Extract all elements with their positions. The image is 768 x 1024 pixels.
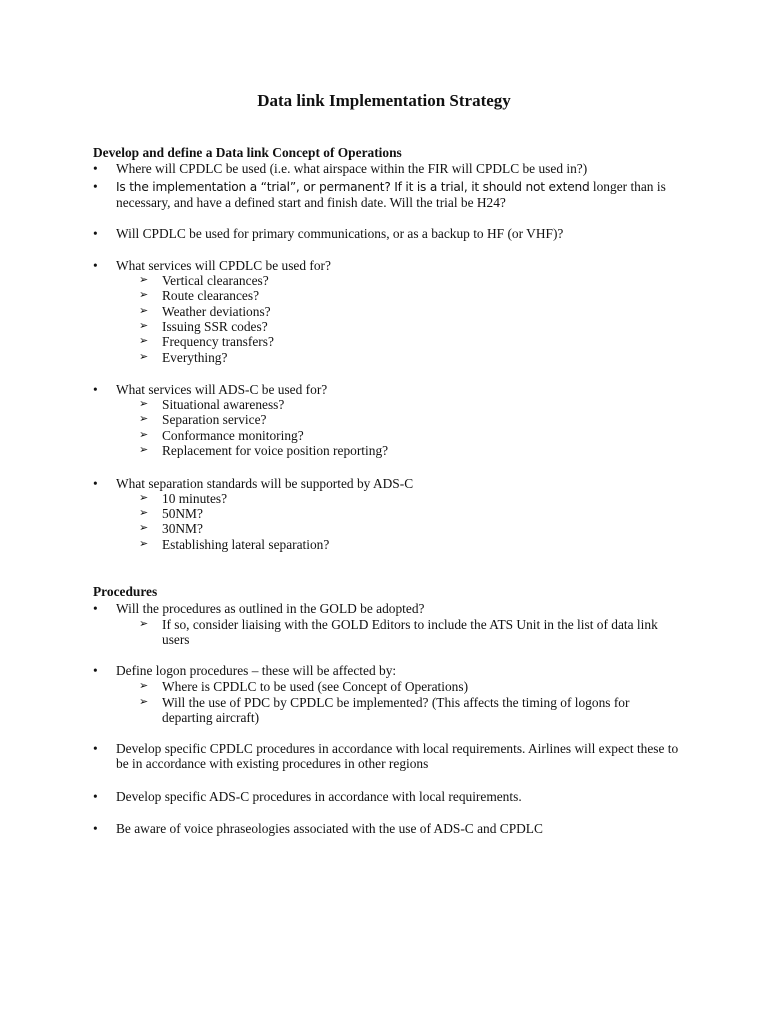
arrow-bullet-icon: ➢ (139, 320, 149, 332)
bullet-icon: • (93, 382, 98, 397)
list-item-text: What services will CPDLC be used for? (116, 258, 331, 273)
arrow-bullet-icon: ➢ (139, 398, 149, 410)
sub-item-text: Where is CPDLC to be used (see Concept of Operations) (162, 679, 469, 694)
list-item-text (116, 179, 683, 211)
bullet-icon: • (93, 161, 98, 176)
list-item (93, 382, 683, 397)
arrow-bullet-icon: ➢ (139, 522, 149, 534)
sub-item-text: Everything? (162, 350, 228, 365)
sub-list-item (139, 617, 679, 648)
sub-list-item (139, 491, 679, 506)
sub-list-item (139, 319, 679, 334)
bullet-icon: • (93, 601, 98, 616)
arrow-bullet-icon: ➢ (139, 274, 149, 286)
arrow-bullet-icon: ➢ (139, 507, 149, 519)
list-item-text: Will CPDLC be used for primary communications, or as a backup to HF (or VHF)? (116, 226, 564, 241)
list-item (93, 663, 683, 678)
sub-item-text: Situational awareness? (162, 397, 285, 412)
arrow-bullet-icon: ➢ (139, 492, 149, 504)
bullet-icon: • (93, 821, 98, 836)
bullet-icon: • (93, 226, 98, 241)
sub-list-item (139, 334, 679, 349)
list-item-text: Be aware of voice phraseologies associated with the use of ADS-C and CPDLC (116, 821, 543, 836)
list-item (93, 741, 683, 772)
list-item-text: Develop specific ADS-C procedures in accordance with local requirements. (116, 789, 522, 804)
list-item (93, 476, 683, 491)
arrow-bullet-icon: ➢ (139, 305, 149, 317)
sub-item-text: If so, consider liaising with the GOLD Editors to include the ATS Unit in the list of data link users (162, 617, 658, 648)
bullet-icon: • (93, 179, 98, 194)
list-item-text: Where will CPDLC be used (i.e. what airspace within the FIR will CPDLC be used in?) (116, 161, 588, 176)
sub-list-item (139, 537, 679, 552)
list-item-text-sans: Is the implementation a “trial”, or permanent? If it is a trial, it should not extend (116, 180, 590, 194)
list-item (93, 821, 683, 836)
arrow-bullet-icon: ➢ (139, 429, 149, 441)
sub-list-item (139, 695, 679, 726)
bullet-icon: • (93, 741, 98, 756)
list-item (93, 161, 683, 176)
sub-list-item (139, 288, 679, 303)
arrow-bullet-icon: ➢ (139, 538, 149, 550)
arrow-bullet-icon: ➢ (139, 351, 149, 363)
arrow-bullet-icon: ➢ (139, 696, 149, 708)
sub-item-text: Weather deviations? (162, 304, 271, 319)
bullet-icon: • (93, 476, 98, 491)
bullet-icon: • (93, 789, 98, 804)
list-item-text-rest: longer than is necessary, and have a defined start and finish date. Will the trial be H24? (116, 179, 666, 211)
arrow-bullet-icon: ➢ (139, 289, 149, 301)
sub-item-text: Vertical clearances? (162, 273, 269, 288)
arrow-bullet-icon: ➢ (139, 413, 149, 425)
sub-item-text: Replacement for voice position reporting? (162, 443, 389, 458)
sub-item-text: Will the use of PDC by CPDLC be implemented? (This affects the timing of logons for departing aircraft) (162, 695, 630, 726)
arrow-bullet-icon: ➢ (139, 444, 149, 456)
sub-item-text: 10 minutes? (162, 491, 228, 506)
list-item-text: What services will ADS-C be used for? (116, 382, 328, 397)
arrow-bullet-icon: ➢ (139, 680, 149, 692)
list-item-text: Will the procedures as outlined in the GOLD be adopted? (116, 601, 425, 616)
list-item (93, 226, 683, 241)
document-title: Data link Implementation Strategy (257, 91, 511, 110)
sub-item-text: Separation service? (162, 412, 267, 427)
list-item-text: Develop specific CPDLC procedures in accordance with local requirements. Airlines will expect these to be in accordance with existing procedures in other regions (116, 741, 679, 772)
sub-item-text: Route clearances? (162, 288, 260, 303)
section-heading-procedures: Procedures (93, 584, 158, 599)
sub-item-text: Establishing lateral separation? (162, 537, 330, 552)
sub-list-item (139, 397, 679, 412)
bullet-icon: • (93, 258, 98, 273)
sub-list-item (139, 412, 679, 427)
list-item (93, 601, 683, 616)
arrow-bullet-icon: ➢ (139, 335, 149, 347)
sub-list-item (139, 350, 679, 365)
sub-list-item (139, 521, 679, 536)
arrow-bullet-icon: ➢ (139, 618, 149, 630)
sub-list-item (139, 443, 679, 458)
list-item (93, 789, 683, 804)
sub-list-item (139, 506, 679, 521)
sub-item-text: Frequency transfers? (162, 334, 274, 349)
sub-item-text: 50NM? (162, 506, 203, 521)
list-item-text: What separation standards will be supported by ADS-C (116, 476, 414, 491)
sub-list-item (139, 304, 679, 319)
section-heading-concept: Develop and define a Data link Concept of Operations (93, 145, 402, 160)
sub-item-text: Issuing SSR codes? (162, 319, 268, 334)
list-item (93, 179, 683, 211)
bullet-icon: • (93, 663, 98, 678)
sub-list-item (139, 679, 679, 694)
sub-list-item (139, 273, 679, 288)
sub-item-text: Conformance monitoring? (162, 428, 304, 443)
list-item-text: Define logon procedures – these will be affected by: (116, 663, 397, 678)
sub-list-item (139, 428, 679, 443)
list-item (93, 258, 683, 273)
sub-item-text: 30NM? (162, 521, 203, 536)
